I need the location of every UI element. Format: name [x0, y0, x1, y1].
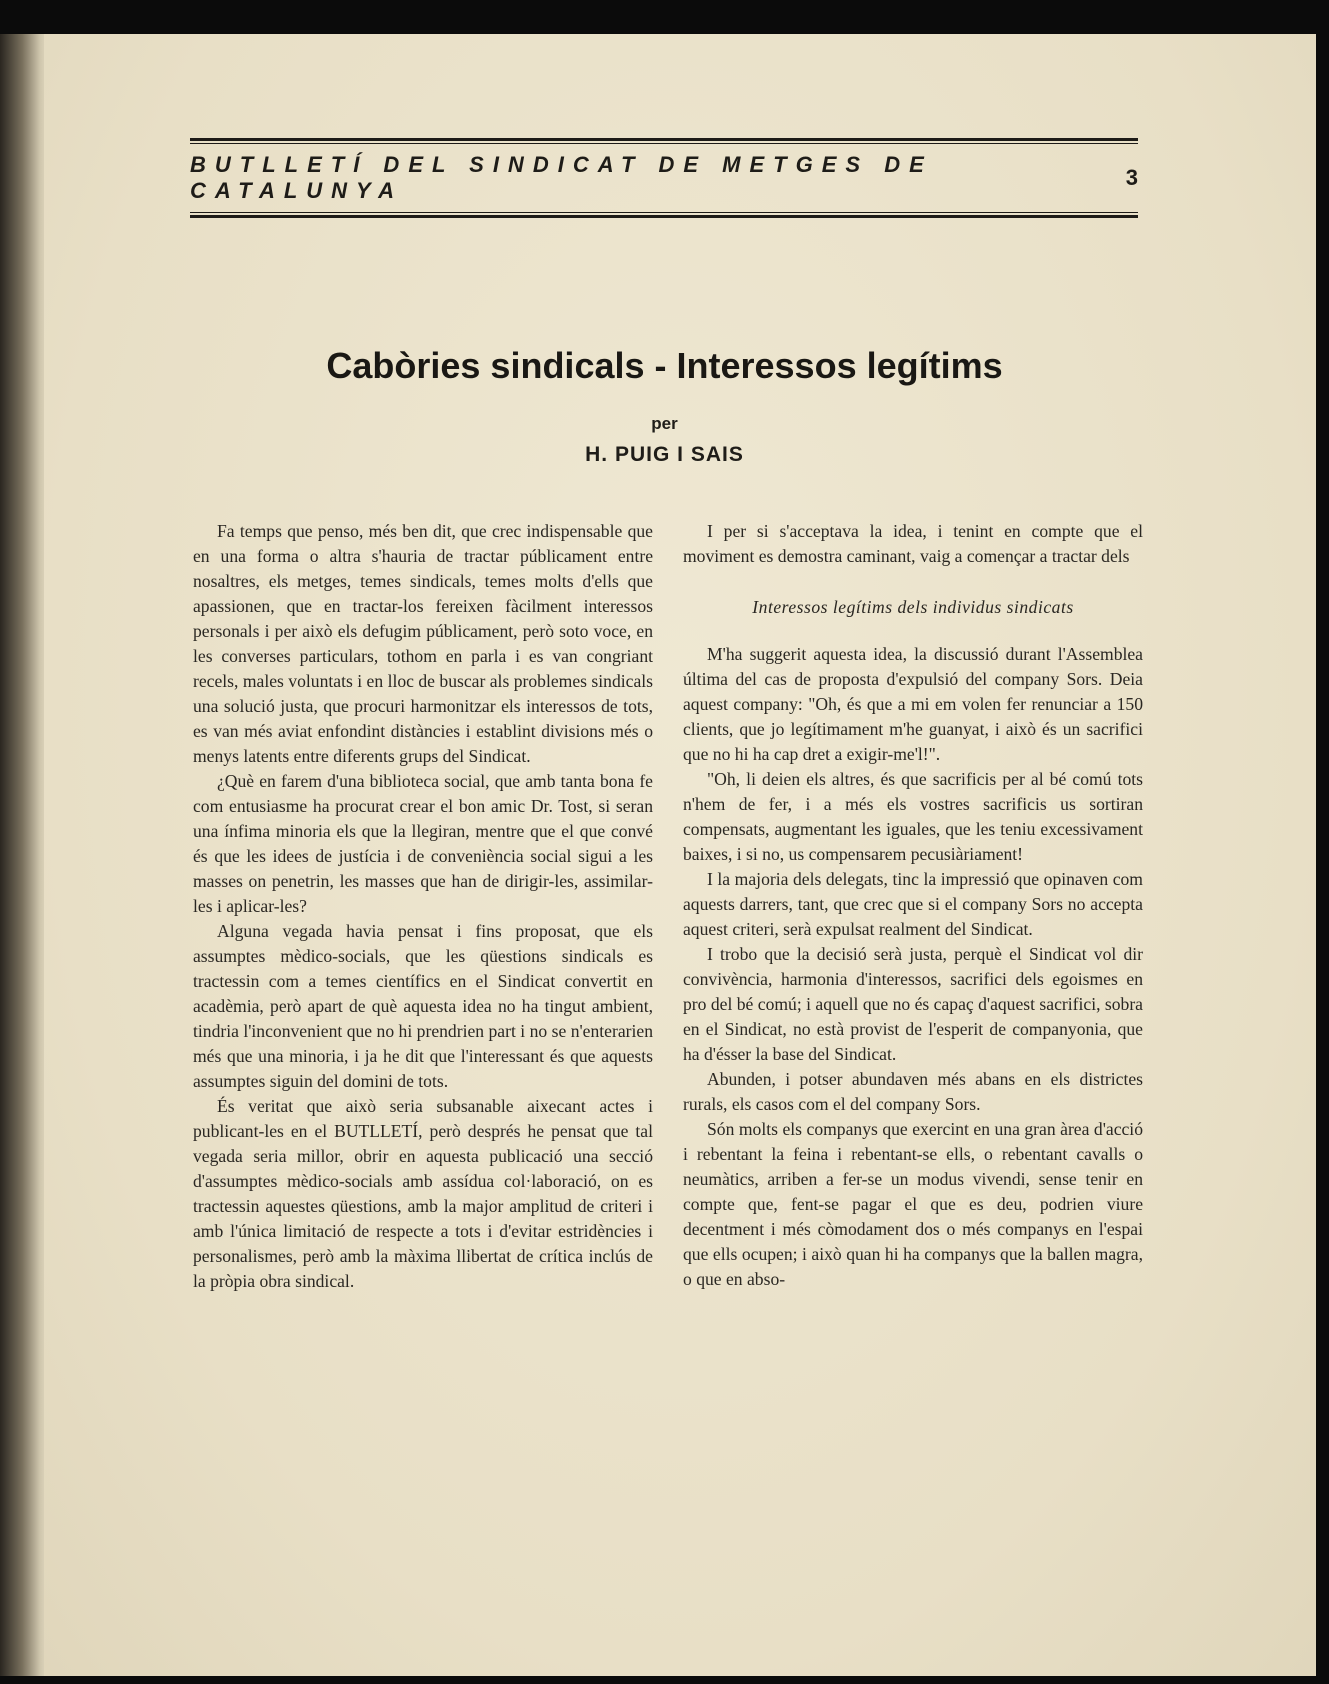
paragraph: Abunden, i potser abundaven més abans en els districtes rurals, els casos com el del company Sors. — [683, 1069, 1143, 1114]
paragraph: I per si s'acceptava la idea, i tenint en compte que el moviment es demostra caminant, vaig a començar a tractar dels — [683, 521, 1143, 566]
paragraph: M'ha suggerit aquesta idea, la discussió durant l'Assemblea última del cas de proposta d'expulsió del company Sors. Deia aquest company: "Oh, és que a mi em volen fer renunciar a 150 clients, que jo legítimament m'he guanyat, i això és un sacrifici que no hi ha cap dret a exigir-me'l!". — [683, 644, 1143, 764]
paragraph: Són molts els companys que exercint en una gran àrea d'acció i rebentant la feina i rebentant-se ells, o rebentant cavalls o neumàtics, arriben a fer-se un modus vivendi, sense tenir en compte que, fent-se pagar el que es deu, podrien viure decentment i més còmodament dos o més companys en l'espai que ells ocupen; i això quan hi ha companys que la ballen magra, o que en abso- — [683, 1119, 1143, 1289]
section-subheading: Interessos legítims dels individus sindicats — [752, 597, 1074, 617]
book-spine — [0, 34, 50, 1676]
paragraph: I trobo que la decisió serà justa, perquè el Sindicat vol dir convivència, harmonia d'interessos, sacrifici dels egoismes en pro del bé comú; i aquell que no és capaç d'aquest sacrifici, sobra en el Sindicat, no està provist de l'esperit de companyonia, que ha d'ésser la base del Sindicat. — [683, 944, 1143, 1064]
page-number: 3 — [1125, 165, 1138, 190]
running-head — [190, 138, 1138, 220]
article-title: Cabòries sindicals - Interessos legítims — [326, 345, 1003, 386]
paragraph: "Oh, li deien els altres, és que sacrificis per al bé comú tots n'hem de fer, i a més els vostres sacrificis us sortiran compensats, augmentant les iguales, que les teniu excessivament baixes, i si no, us compensarem pecusiàriament! — [683, 769, 1143, 864]
paragraph: Alguna vegada havia pensat i fins proposat, que els assumptes mèdico-socials, que les qüestions sindicals es tractessin com a temes científics en el Sindicat convertit en acadèmia, però apart de què aquesta idea no ha tingut ambient, tindria l'inconvenient que no hi prendrien part i no se n'enterarien més que una minoria, i ja he dit que l'interessant és que aquests assumptes siguin del domini de tots. — [193, 921, 653, 1091]
right-column — [683, 519, 1143, 1292]
paragraph: És veritat que això seria subsanable aixecant actes i publicant-les en el BUTLLETÍ, però després he pensat que tal vegada seria millor, obrir en aquesta publicació una secció d'assumptes mèdico-socials amb assídua col·laboració, on es tractessin aquestes qüestions, amb la major amplitud de criteri i amb l'única limitació de respecte a tots i d'evitar estridències i personalismes, però amb la màxima llibertat de crítica inclús de la pròpia obra sindical. — [193, 1096, 653, 1291]
header-rule-top-thin — [190, 143, 1138, 144]
left-column — [193, 519, 653, 1294]
paragraph: Fa temps que penso, més ben dit, que crec indispensable que en una forma o altra s'hauria de tractar públicament entre nosaltres, els metges, temes sindicals, temes molts d'ells que apassionen, que en tractar-los fereixen fàcilment interessos personals i per això els defugim públicament, però soto voce, en les converses particulars, tothom en parla i es van congriant recels, males voluntats i en lloc de buscar als problemes sindicals una solució justa, que procuri harmonitzar els interessos de tots, es van més aviat enfondint distàncies i establint divisions més o menys latents entre diferents grups del Sindicat. — [193, 521, 653, 766]
byline-per: per — [651, 414, 678, 433]
byline-author: H. PUIG I SAIS — [585, 443, 744, 466]
running-title: BUTLLETÍ DEL SINDICAT DE METGES DE CATALUNYA — [190, 152, 933, 203]
header-rule-top — [190, 138, 1138, 141]
paragraph: I la majoria dels delegats, tinc la impressió que opinaven com aquests darrers, tant, que crec que si el company Sors no accepta aquest criteri, serà expulsat realment del Sindicat. — [683, 869, 1143, 939]
header-rule-bottom — [190, 215, 1138, 218]
header-rule-bottom-thin — [190, 212, 1138, 213]
paragraph: ¿Què en farem d'una biblioteca social, que amb tanta bona fe com entusiasme ha procurat crear el bon amic Dr. Tost, si seran una ínfima minoria els que la llegiran, mentre que el que convé és que les idees de justícia i de conveniència social sigui a les masses on penetrin, les masses que han de dirigir-les, assimilar-les i aplicar-les? — [193, 771, 653, 916]
